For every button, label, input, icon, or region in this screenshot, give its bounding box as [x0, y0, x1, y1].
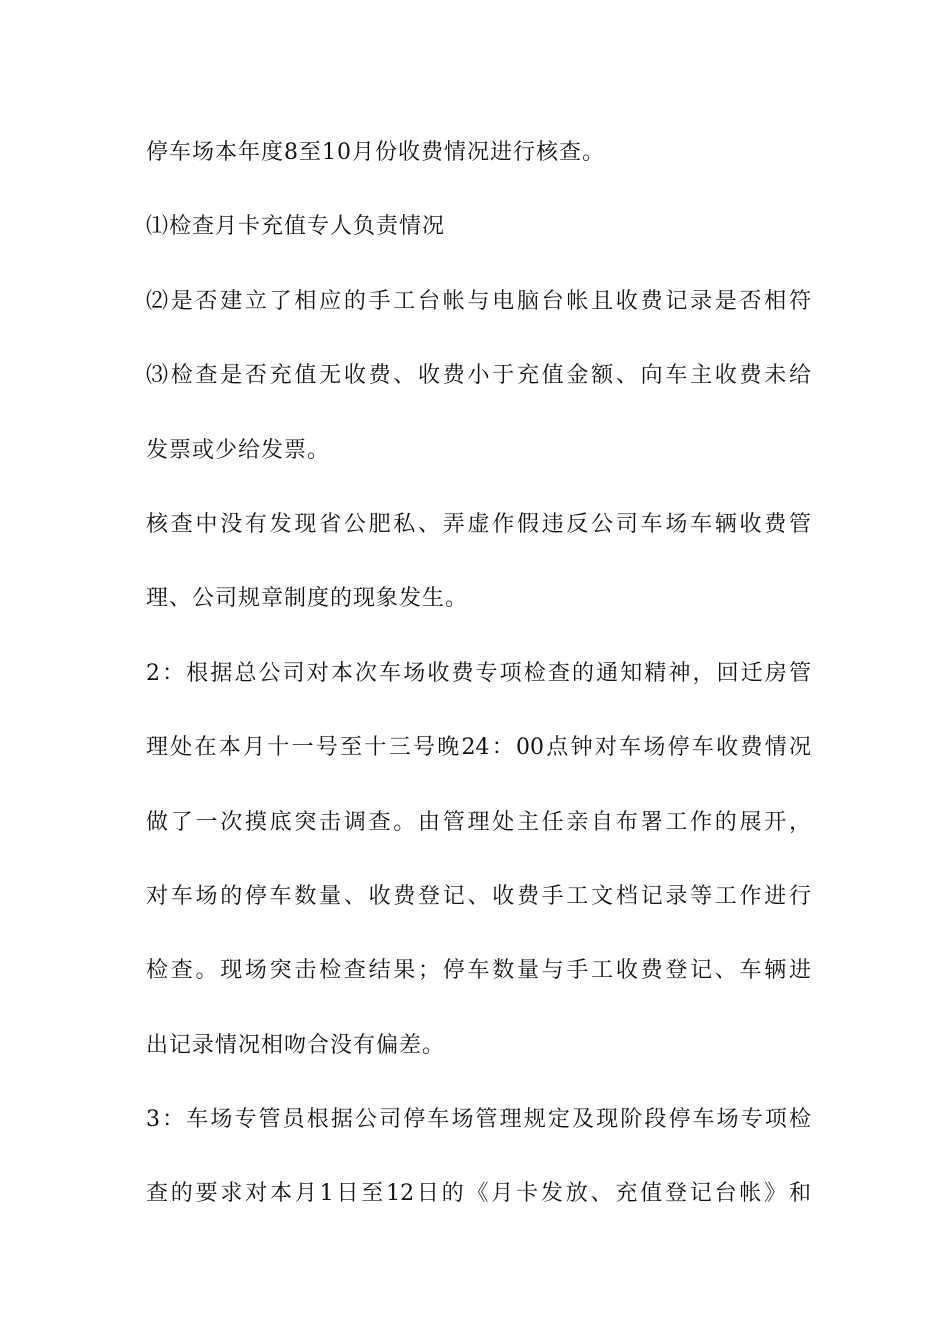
text-line-14: 3：车场专管员根据公司停车场管理规定及现阶段停车场专项检	[146, 1107, 811, 1133]
text-line-11: 对车场的停车数量、收费登记、收费手工文档记录等工作进行	[146, 883, 811, 909]
text-line-3: ⑵是否建立了相应的手工台帐与电脑台帐且收费记录是否相符	[146, 288, 811, 314]
body-text	[146, 133, 811, 1249]
text-line-5: 发票或少给发票。	[146, 437, 331, 463]
text-line-9: 理处在本月十一号至十三号晚24：00点钟对车场停车收费情况	[146, 735, 811, 761]
text-line-10: 做了一次摸底突击调查。由管理处主任亲自布署工作的展开，	[146, 809, 811, 835]
text-line-2: ⑴检查月卡充值专人负责情况	[146, 214, 446, 240]
text-line-4: ⑶检查是否充值无收费、收费小于充值金额、向车主收费未给	[146, 363, 811, 389]
text-line-12: 检查。现场突击检查结果；停车数量与手工收费登记、车辆进	[146, 958, 811, 984]
text-line-7: 理、公司规章制度的现象发生。	[146, 586, 469, 612]
text-line-1: 停车场本年度8至10月份收费情况进行核查。	[146, 140, 605, 165]
text-line-13: 出记录情况相吻合没有偏差。	[146, 1032, 446, 1058]
text-line-6: 核查中没有发现省公肥私、弄虚作假违反公司车场车辆收费管	[146, 511, 811, 537]
text-line-8: 2：根据总公司对本次车场收费专项检查的通知精神，回迁房管	[146, 660, 811, 686]
text-line-15: 查的要求对本月1日至12日的《月卡发放、充值登记台帐》和	[146, 1181, 811, 1207]
